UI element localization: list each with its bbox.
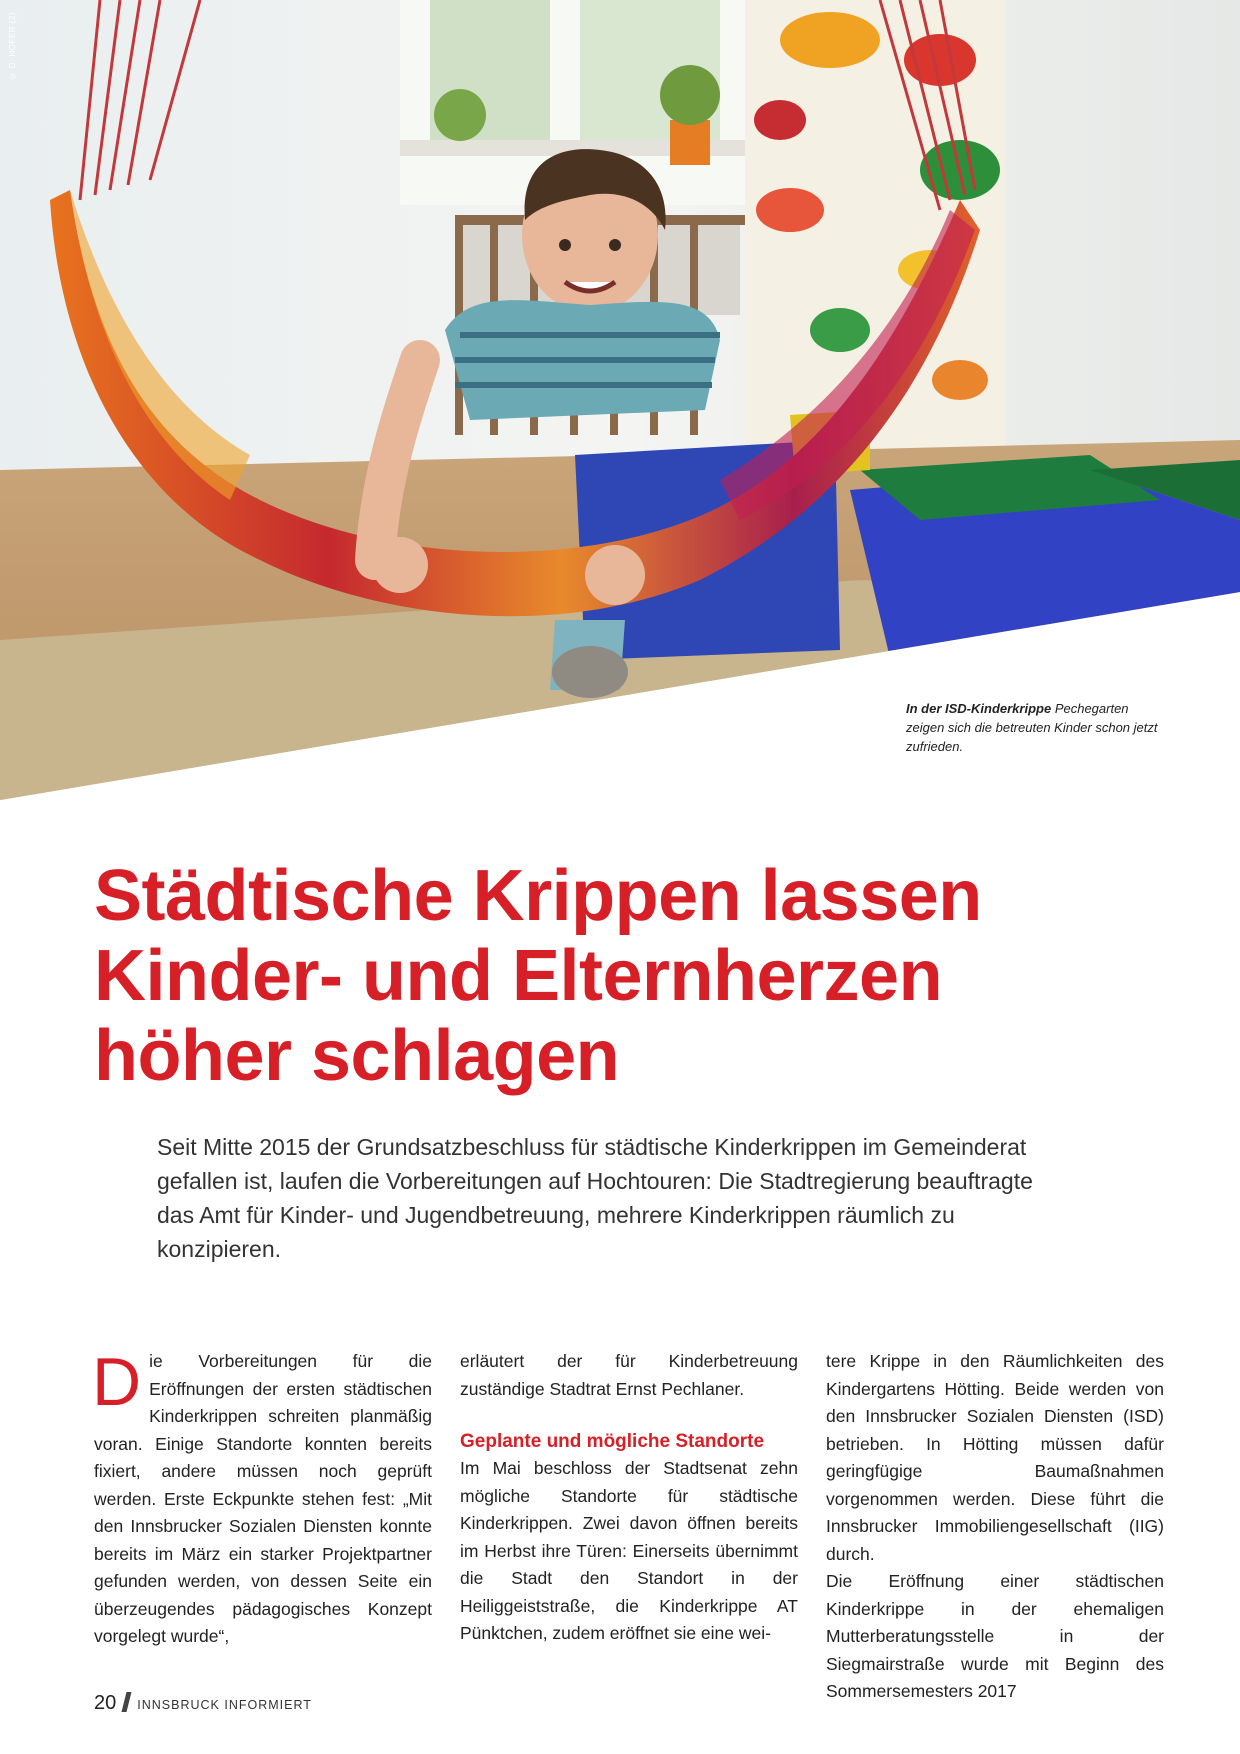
title-line-3: höher schlagen [94,1016,620,1096]
caption-text: Pechegarten zeigen sich die betreuten Kinder schon jetzt zufrieden. [906,701,1158,754]
article-column-3 [826,1348,1164,1706]
section-subheading: Geplante und mögliche Standorte [460,1431,765,1452]
slash-divider [122,1692,132,1712]
page-title [94,856,1154,1096]
page-number: 20 [94,1692,117,1714]
article-paragraph: ie Vorbereitungen für die Eröffnungen der ersten städtischen Kinderkrippen schreiten planmäßig voran. Einige Standorte konnten bereits fixiert, andere müssen noch geprüft werden. Erste Eckpunkte stehen fest: „Mit den Innsbrucker Sozialen Diensten konnte bereits im März ein starker Projektpartner gefunden werden, von dessen Seite ein überzeugendes pädagogisches Konzept vorgelegt wurde“, [94,1351,432,1646]
article-paragraph: tere Krippe in den Räumlichkeiten des Kindergartens Hötting. Beide werden von den Innsbrucker Sozialen Diensten (ISD) betrieben. In Hötting müssen dafür geringfügige Baumaßnahmen vorgenommen werden. Diese führt die Innsbrucker Immobiliengesellschaft (IIG) durch. [826,1351,1164,1564]
caption-bold: In der ISD-Kinderkrippe [906,701,1052,716]
article-paragraph: erläutert der für Kinderbetreuung zuständige Stadtrat Ernst Pechlaner. [460,1351,798,1399]
article-paragraph: Die Eröffnung einer städtischen Kinderkrippe in der ehemaligen Mutterberatungsstelle in der Siegmairstraße wurde mit Beginn des Sommersemesters 2017 [826,1571,1164,1701]
publication-name: INNSBRUCK INFORMIERT [137,1698,312,1712]
article-paragraph: Im Mai beschloss der Stadtsenat zehn mögliche Standorte für städtische Kinderkrippen. Zwei davon öffnen bereits im Herbst ihre Türen: Einerseits übernimmt die Stadt den Standort in der Heiliggeiststraße, die Kinderkrippe AT Pünktchen, zudem eröffnet sie eine wei- [460,1458,798,1643]
title-line-1: Städtische Krippen lassen [94,856,982,936]
drop-cap: D [92,1344,142,1420]
lead-paragraph: Seit Mitte 2015 der Grundsatzbeschluss für städtische Kinderkrippen im Gemeinderat gefallen ist, laufen die Vorbereitungen auf Hochtouren: Die Stadtregierung beauftragte das Amt für Kinder- und Jugendbetreuung, mehrere Kinderkrippen räumlich zu konzipieren. [157,1134,1033,1262]
photo-credit: © D. HOFER (2) [8,12,17,81]
article-column-1 [92,1344,432,1651]
article-column-2 [460,1348,798,1648]
hero-photo [0,0,1240,800]
title-line-2: Kinder- und Elternherzen [94,936,943,1016]
page-footer [94,1692,312,1715]
photo-caption [906,699,1166,756]
